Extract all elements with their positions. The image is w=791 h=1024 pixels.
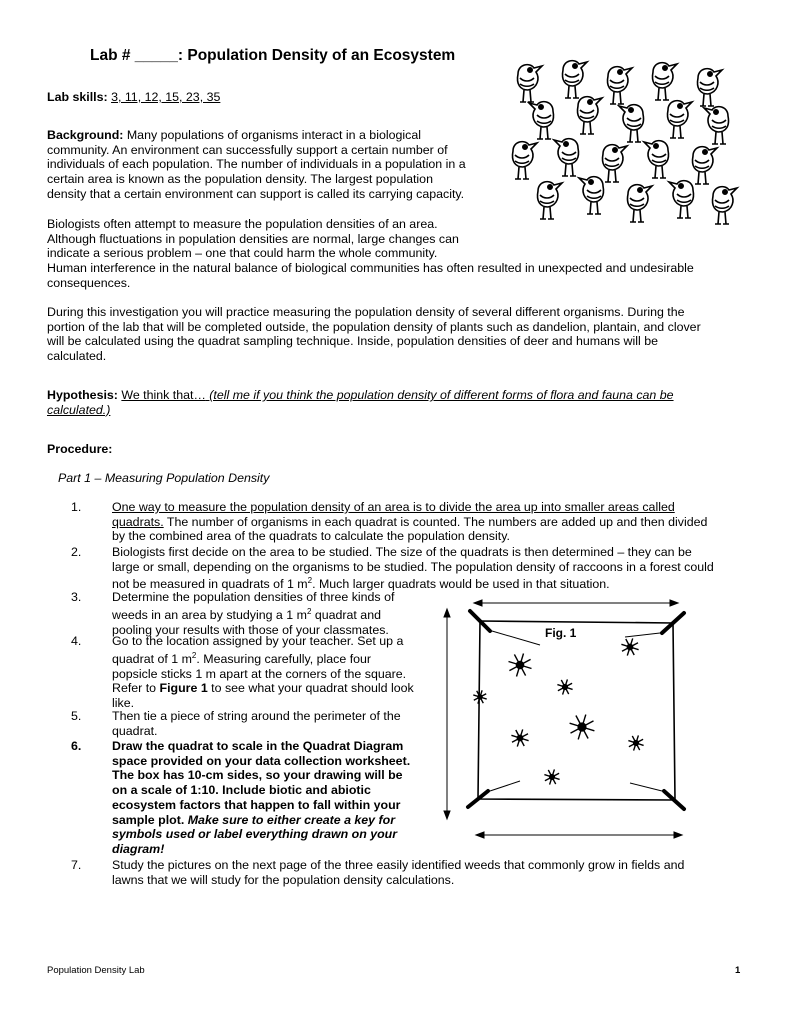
bird-icon [669, 181, 694, 218]
step-number: 1. [71, 500, 82, 514]
hypothesis-label: Hypothesis: [47, 388, 118, 402]
background-line: certain area is known as the population density. The largest population [47, 172, 433, 187]
step-line: quadrat of 1 m [112, 651, 192, 666]
figure-label: Fig. 1 [545, 626, 577, 640]
quadrat-string [478, 621, 675, 800]
bird-icon [562, 61, 587, 98]
bird-icon [554, 139, 579, 176]
background-line: Many populations of organisms interact in a biological [123, 128, 421, 142]
hypothesis-prompt-cont: calculated.) [47, 402, 111, 417]
step-line: Biologists first decide on the area to be studied. The size of the quadrats is then determined – they can be [112, 545, 692, 559]
part1-heading: Part 1 – Measuring Population Density [58, 471, 270, 485]
step-line: sample plot. [112, 812, 185, 827]
page-number: 1 [735, 965, 741, 976]
hypothesis-lead: We think that… [121, 388, 206, 402]
step-line: One way to measure the population density of an area is to divide the area up into smaller areas called [112, 500, 675, 514]
step-line: not be measured in quadrats of 1 m [112, 577, 308, 592]
bird-icon [512, 142, 537, 179]
background-section [47, 128, 466, 202]
step-line: . Much larger quadrats would be used in that situation. [312, 577, 610, 592]
popsicle-sticks [468, 611, 684, 809]
bird-icon [577, 97, 602, 134]
footer-title: Population Density Lab [47, 965, 145, 976]
step-line: Determine the population densities of three kinds of [112, 590, 395, 604]
step-line: popsicle sticks 1 m apart at the corners of the square. [112, 666, 407, 681]
lab-skills [47, 90, 220, 105]
step-line: Make sure to either create a key for [184, 812, 396, 827]
step-line: ecosystem factors that happen to fall within your [112, 797, 401, 812]
corner-strokes [490, 631, 662, 791]
step-line: Study the pictures on the next page of the three easily identified weeds that commonly grow in fields and [112, 858, 685, 872]
procedure-heading: Procedure: [47, 442, 113, 456]
weed-icon [509, 654, 532, 677]
superscript: 2 [306, 606, 312, 616]
bird-icon [692, 147, 717, 184]
step-number: 3. [71, 590, 82, 604]
step-line: diagram! [112, 841, 165, 856]
step-line: weeds in an area by studying a 1 m [112, 607, 307, 622]
bird-icon [579, 177, 604, 214]
hypothesis-section [47, 388, 674, 417]
background-line: density that a certain environment can support is called its carrying capacity. [47, 186, 465, 201]
step-line: large or small, depending on the organisms to be studied. The population density of raccoons in a forest could [112, 559, 714, 574]
step-number: 2. [71, 545, 82, 559]
page-title: Lab # _____: Population Density of an Ecosystem [90, 47, 456, 64]
background-label: Background: [47, 128, 124, 142]
quadrat-diagram [440, 595, 700, 845]
background-line: individuals of each population. The number of individuals in a population in a [47, 157, 466, 172]
weed-plants [473, 638, 643, 784]
paragraph-line: consequences. [47, 275, 131, 290]
step-line: to see what your quadrat should look [207, 681, 414, 696]
bird-icon [697, 69, 722, 106]
bird-icon [712, 187, 737, 224]
step-line: The number of organisms in each quadrat is counted. The numbers are added up and then divided [163, 514, 708, 529]
paragraph-line: Biologists often attempt to measure the population densities of an area. [47, 217, 438, 231]
step-number: 5. [71, 709, 82, 723]
figure-reference: Figure 1 [159, 681, 208, 696]
superscript: 2 [307, 576, 313, 586]
step-number: 4. [71, 634, 82, 648]
step-line: space provided on your data collection worksheet. [112, 753, 411, 768]
bird-icon [667, 101, 692, 138]
step-number: 6. [71, 739, 82, 753]
weed-icon [511, 729, 528, 746]
weed-icon [544, 769, 559, 784]
bird-icon [619, 105, 644, 142]
step-line: like. [112, 695, 135, 710]
lab-skills-label: Lab skills: [47, 90, 108, 104]
bird-icon [704, 107, 729, 144]
step-line: Then tie a piece of string around the perimeter of the [112, 709, 401, 723]
bird-icon [652, 63, 677, 100]
paragraph-line: calculated. [47, 349, 107, 364]
paragraph-line: Although fluctuations in population densities are normal, large changes can [47, 231, 459, 246]
bird-icon [517, 65, 542, 102]
lab-skills-value: 3, 11, 12, 15, 23, 35 [111, 90, 221, 104]
bird-icon [602, 145, 627, 182]
weed-icon [557, 679, 572, 694]
paragraph-line: indicate a serious problem – one that could harm the whole community. [47, 246, 438, 261]
superscript: 2 [191, 650, 197, 660]
paragraph-line: During this investigation you will practice measuring the population density of several different organisms. During the [47, 305, 685, 319]
step-line: pooling your results with those of your classmates. [112, 622, 389, 637]
step-line: Draw the quadrat to scale in the Quadrat Diagram [112, 739, 404, 753]
paragraph-line: portion of the lab that will be completed outside, the population density of plants such as dandelion, plantain, and clover [47, 319, 701, 334]
weed-icon [473, 690, 486, 703]
step-line: lawns that we will study for the population density calculations. [112, 872, 455, 887]
paragraph-line: will be calculated using the quadrat sampling technique. Inside, population densities of deer and humans will be [47, 334, 658, 349]
weed-icon [621, 638, 638, 655]
step-line: . Measuring carefully, place four [196, 651, 372, 666]
step-line: on a scale of 1:10. Include biotic and abiotic [112, 783, 371, 798]
background-line: community. An environment can successfully support a certain number of [47, 142, 448, 157]
step-number: 7. [71, 858, 82, 872]
step-line: by the combined area of the quadrats to calculate the population density. [112, 529, 510, 544]
step-line: Refer to [112, 681, 160, 696]
bird-icon [529, 102, 554, 139]
weed-icon [570, 715, 595, 740]
hypothesis-prompt: (tell me if you think the population density of different forms of flora and fauna can be [205, 388, 674, 402]
step-line: The box has 10-cm sides, so your drawing will be [112, 768, 403, 783]
bird-icon [607, 67, 632, 104]
step-line: quadrat and [311, 607, 381, 622]
step-line: symbols used or label everything drawn on your [112, 827, 398, 842]
paragraph-investigation [47, 305, 701, 364]
step-line: quadrat. [112, 723, 158, 738]
bird-icon [644, 141, 669, 178]
tessellated-birds-illustration [500, 52, 745, 248]
step-line: quadrats. [112, 514, 164, 529]
step-line: Go to the location assigned by your teacher. Set up a [112, 634, 404, 648]
bird-icon [627, 185, 652, 222]
bird-icon [537, 182, 562, 219]
weed-icon [628, 735, 643, 750]
paragraph-line: Human interference in the natural balance of biological communities has often resulted in unexpected and undesirable [47, 261, 694, 276]
